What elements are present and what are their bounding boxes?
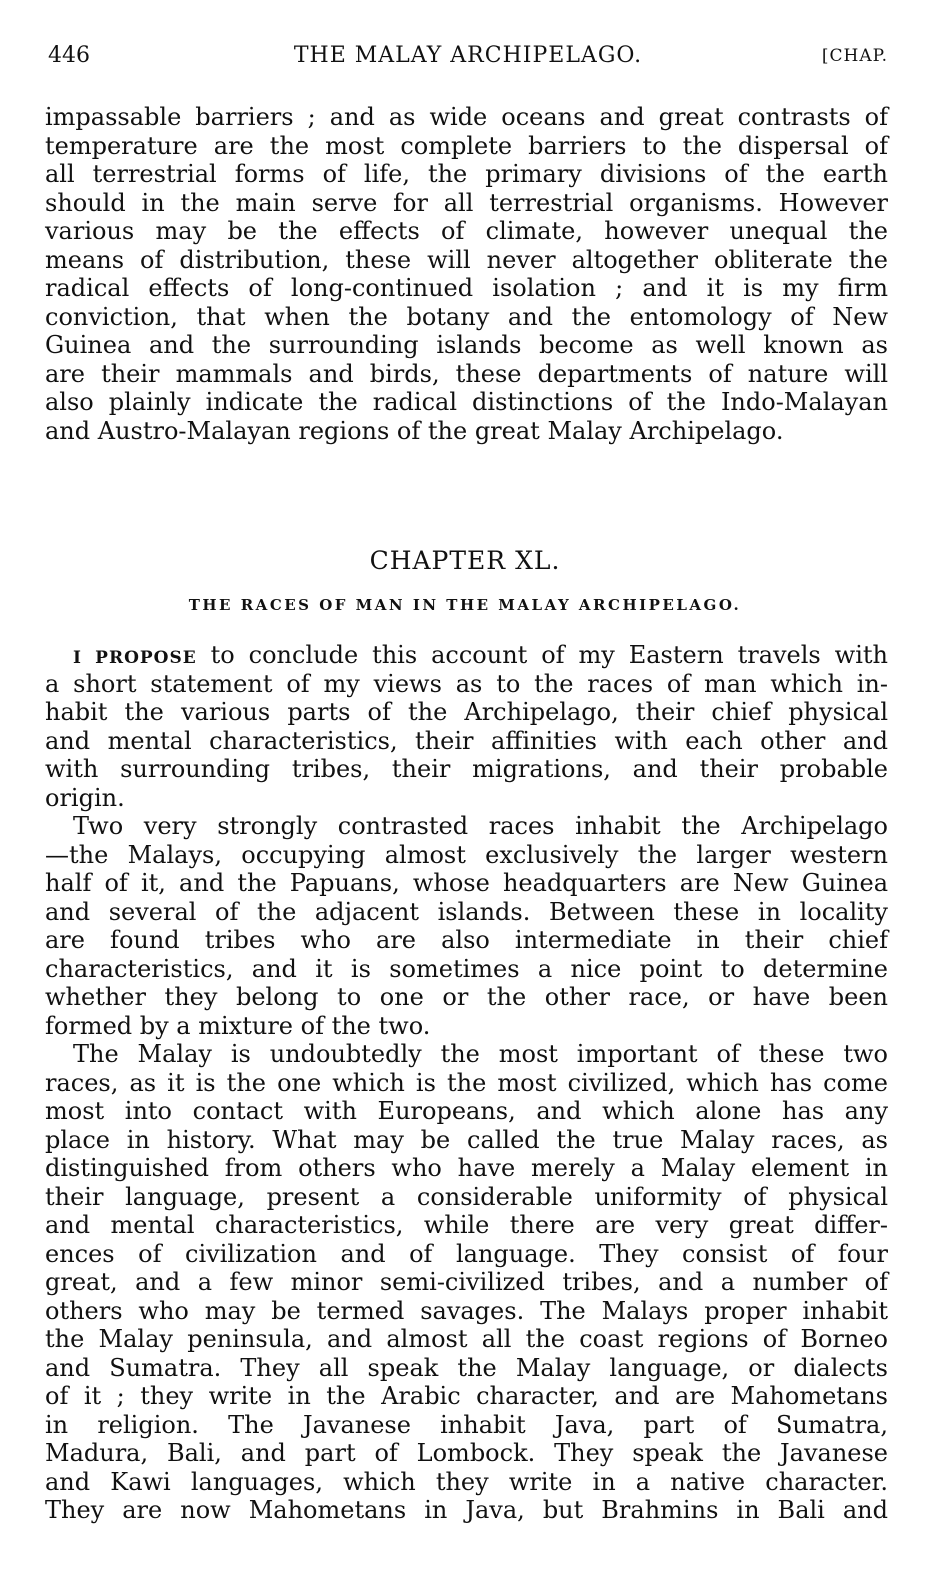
text-line: in religion. The Javanese inhabit Java, part of Sumatra, <box>45 1410 888 1439</box>
text-line: races, as it is the one which is the most civilized, which has come <box>45 1068 888 1097</box>
text-line: their language, present a considerable uniformity of physical <box>45 1182 888 1211</box>
running-title: THE MALAY ARCHIPELAGO. <box>293 43 643 68</box>
text-line: are found tribes who are also intermediate in their chief <box>45 926 888 954</box>
text-line: all terrestrial forms of life, the primary divisions of the earth <box>45 160 888 188</box>
text-line: should in the main serve for all terrestrial organisms. However <box>45 188 888 217</box>
text-line: also plainly indicate the radical distinctions of the Indo-Malayan <box>45 388 888 416</box>
text-line: whether they belong to one or the other race, or have been <box>45 983 888 1011</box>
text-line: with surrounding tribes, their migrations, and their probable <box>45 755 888 783</box>
text-line: Guinea and the surrounding islands become as well known as <box>45 331 888 359</box>
text-line: place in history. What may be called the true Malay races, as <box>45 1125 888 1154</box>
text-line: Madura, Bali, and part of Lombock. They speak the Javanese <box>45 1439 888 1467</box>
text-line: conviction, that when the botany and the entomology of New <box>45 302 888 331</box>
text-line: and Austro-Malayan regions of the great Malay Archipelago. <box>45 416 784 445</box>
text-line: means of distribution, these will never altogether obliterate the <box>45 245 888 274</box>
text-line: various may be the effects of climate, however unequal the <box>45 217 888 245</box>
small-caps-lead: I PROPOSE <box>73 648 197 668</box>
chapter-title: CHAPTER XL. <box>369 546 561 575</box>
running-head <box>48 40 888 72</box>
text-line: the Malay peninsula, and almost all the coast regions of Borneo <box>45 1325 888 1353</box>
text-line: temperature are the most complete barriers to the dispersal of <box>45 131 888 160</box>
text-line: and Kawi languages, which they write in a native character. <box>45 1467 888 1496</box>
text-line: ences of civilization and of language. They consist of four <box>45 1239 888 1268</box>
text-line: impassable barriers ; and as wide oceans and great contrasts of <box>45 103 888 131</box>
text-line: distinguished from others who have merely a Malay element in <box>45 1154 888 1182</box>
text-line: most into contact with Europeans, and which alone has any <box>45 1097 888 1125</box>
chapter-subtitle: THE RACES OF MAN IN THE MALAY ARCHIPELAGO. <box>188 596 742 614</box>
text-run: to conclude this account of my Eastern travels with <box>196 641 888 669</box>
page-number: 446 <box>48 43 90 68</box>
text-line: and Sumatra. They all speak the Malay language, or dialects <box>45 1353 888 1382</box>
text-line: The Malay is undoubtedly the most important of these two <box>73 1040 888 1068</box>
text-line: origin. <box>45 783 125 812</box>
text-line: a short statement of my views as to the races of man which in- <box>45 669 888 698</box>
text-line: others who may be termed savages. The Malays proper inhabit <box>45 1296 888 1325</box>
text-line <box>73 641 888 670</box>
text-line: radical effects of long-continued isolation ; and it is my firm <box>45 274 888 302</box>
text-line: half of it, and the Papuans, whose headquarters are New Guinea <box>45 869 888 897</box>
chapter-tag: [CHAP. <box>821 46 888 66</box>
text-line: of it ; they write in the Arabic character, and are Mahometans <box>45 1382 888 1410</box>
text-line: Two very strongly contrasted races inhabit the Archipelago <box>73 812 888 840</box>
text-line: and mental characteristics, their affinities with each other and <box>45 726 888 755</box>
text-line: formed by a mixture of the two. <box>45 1011 431 1040</box>
text-line: are their mammals and birds, these departments of nature will <box>45 359 888 388</box>
text-line: characteristics, and it is sometimes a nice point to determine <box>45 954 888 983</box>
text-line: and several of the adjacent islands. Between these in locality <box>45 897 888 926</box>
text-line: great, and a few minor semi-civilized tribes, and a number of <box>45 1268 888 1296</box>
text-line: habit the various parts of the Archipelago, their chief physical <box>45 698 888 726</box>
text-line: They are now Mahometans in Java, but Brahmins in Bali and <box>45 1496 888 1524</box>
text-line: —the Malays, occupying almost exclusively the larger western <box>45 840 888 869</box>
text-line: and mental characteristics, while there are very great differ- <box>45 1211 888 1239</box>
